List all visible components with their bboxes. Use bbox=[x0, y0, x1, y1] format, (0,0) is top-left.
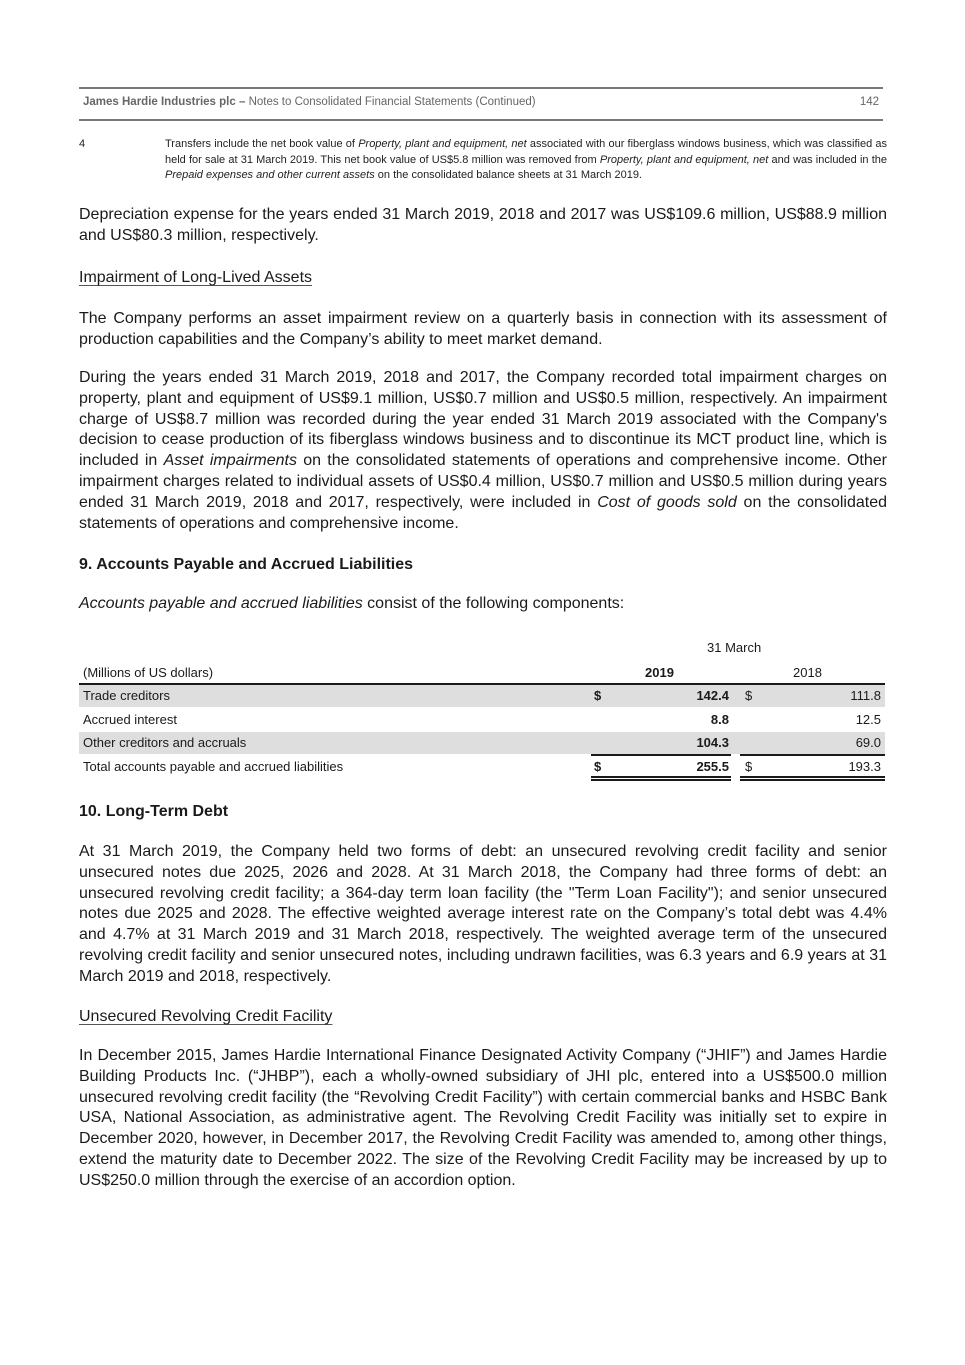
header-separator: – bbox=[235, 96, 249, 108]
company-name: James Hardie Industries plc bbox=[83, 96, 236, 108]
footnote-seg-italic: Prepaid expenses and other current assets bbox=[165, 169, 375, 181]
rcf-heading-text: Unsecured Revolving Credit Facility bbox=[79, 1008, 333, 1025]
value-2019: 104.3 bbox=[696, 735, 729, 750]
total-double-rule-2018-a bbox=[740, 776, 885, 778]
text-seg: on the consolidated statements of operations and comprehensive income. bbox=[79, 493, 888, 532]
footnote-seg: Transfers include the net book value of bbox=[165, 138, 359, 150]
page-number: 142 bbox=[859, 96, 879, 108]
currency-2018: $ bbox=[745, 688, 753, 703]
value-2018: 69.0 bbox=[855, 735, 881, 750]
text-seg-italic: Cost of goods sold bbox=[597, 493, 737, 511]
section-9-intro bbox=[79, 594, 887, 615]
footnote-text bbox=[165, 137, 887, 184]
footnote-seg-italic: Property, plant and equipment, net bbox=[599, 153, 769, 166]
footnote-seg: on the consolidated balance sheets at 31 March 2019. bbox=[374, 169, 642, 181]
currency-2018: $ bbox=[745, 759, 753, 774]
value-2018: 193.3 bbox=[848, 759, 881, 774]
table-row bbox=[79, 685, 885, 707]
impairment-review-paragraph: The Company performs an asset impairment review on a quarterly basis in connection with its assessment of production capabilities and the Company’s ability to meet market demand. bbox=[79, 310, 887, 348]
total-double-rule-2019-b bbox=[591, 779, 731, 781]
text-seg: consist of the following components: bbox=[362, 595, 625, 612]
footnote-seg-italic: Property, plant and equipment, net bbox=[358, 138, 527, 150]
column-header-2018: 2018 bbox=[793, 665, 822, 680]
section-10-heading: 10. Long-Term Debt bbox=[79, 803, 229, 820]
footnote-number: 4 bbox=[79, 138, 86, 150]
text-seg: on the consolidated statements of operations and comprehensive income. Other impairment charges related to individual assets of US$0.4 million, US$0.7 million and US$0.5 million during years ended 31 March 2019, 2018 and 2017, respectively, were included in bbox=[79, 452, 887, 511]
impairment-charges-paragraph bbox=[79, 368, 887, 534]
header-rule-bottom bbox=[79, 119, 883, 121]
row-label: Trade creditors bbox=[83, 688, 170, 703]
rcf-paragraph: In December 2015, James Hardie International Finance Designated Activity Company (“JHIF”) and James Hardie Building Products Inc. (“JHBP”), each a wholly-owned subsidiary of JHI plc, entered into a US$500.0 million unsecured revolving credit facility (the “Revolving Credit Facility”) with certain commercial banks and HSBC Bank USA, National Association, as administrative agent. The Revolving Credit Facility was initially set to expire in December 2020, however, in December 2017, the Revolving Credit Facility was amended to, among other things, extend the maturity date to December 2022. The size of the Revolving Credit Facility may be increased by up to US$250.0 million through the exercise of an accordion option. bbox=[79, 1047, 887, 1189]
footnote-seg: associated with our fiberglass windows business, which was classified as held for sale at 31 March 2019. This net book value of US$5.8 million was removed from bbox=[165, 138, 887, 166]
value-2019: 142.4 bbox=[696, 688, 729, 703]
value-2019: 8.8 bbox=[710, 712, 729, 727]
table-unit-label: (Millions of US dollars) bbox=[83, 665, 214, 680]
debt-overview-paragraph: At 31 March 2019, the Company held two forms of debt: an unsecured revolving credit facility and senior unsecured notes due 2025, 2026 and 2028. At 31 March 2018, the Company had three forms of debt: an unsecured revolving credit facility; a 364-day term loan facility (the "Term Loan Facility"); and senior unsecured notes due 2025 and 2028. The effective weighted average interest rate on the Company’s total debt was 4.4% and 4.7% at 31 March 2019 and 31 March 2018, respectively. The weighted average term of the unsecured revolving credit facility and senior unsecured notes, including undrawn facilities, was 6.3 years and 6.9 years at 31 March 2019 and 2018, respectively. bbox=[79, 843, 887, 985]
total-double-rule-2019-a bbox=[591, 776, 731, 778]
header-title bbox=[83, 96, 536, 108]
running-header bbox=[83, 96, 879, 108]
impairment-heading-text: Impairment of Long-Lived Assets bbox=[79, 269, 313, 286]
value-2019: 255.5 bbox=[696, 759, 729, 774]
table-row-total bbox=[79, 756, 885, 778]
currency-2019: $ bbox=[594, 688, 602, 703]
text-seg-italic: Accounts payable and accrued liabilities bbox=[79, 595, 363, 612]
table-row bbox=[79, 732, 885, 754]
text-seg: During the years ended 31 March 2019, 2018 and 2017, the Company recorded total impairment charges on property, plant and equipment of US$9.1 million, US$0.7 million and US$0.5 million, respectively. An impairment charge of US$8.7 million was recorded during the year ended 31 March 2019 associated with the Company's decision to cease production of its fiberglass windows business and to discontinue its MCT product line, which is included in bbox=[79, 369, 887, 470]
impairment-heading bbox=[79, 268, 887, 289]
row-label: Other creditors and accruals bbox=[83, 735, 247, 750]
row-label: Accrued interest bbox=[83, 712, 177, 727]
rcf-heading bbox=[79, 1007, 887, 1028]
depreciation-paragraph: Depreciation expense for the years ended 31 March 2019, 2018 and 2017 was US$109.6 million, US$88.9 million and US$80.3 million, respectively. bbox=[79, 206, 887, 244]
header-rule-top bbox=[79, 87, 883, 89]
section-9-heading: 9. Accounts Payable and Accrued Liabilities bbox=[79, 556, 414, 573]
column-header-2019: 2019 bbox=[645, 665, 674, 680]
value-2018: 111.8 bbox=[850, 688, 881, 703]
value-2018: 12.5 bbox=[855, 712, 881, 727]
header-subtitle: Notes to Consolidated Financial Statements (Continued) bbox=[248, 96, 536, 108]
total-double-rule-2018-b bbox=[740, 779, 885, 781]
footnote-4 bbox=[79, 137, 887, 184]
table-group-header: 31 March bbox=[707, 640, 762, 655]
table-row bbox=[79, 709, 885, 731]
row-label: Total accounts payable and accrued liabilities bbox=[83, 759, 344, 774]
text-seg-italic: Asset impairments bbox=[163, 452, 297, 470]
currency-2019: $ bbox=[594, 759, 602, 774]
footnote-seg: and was included in the bbox=[768, 153, 888, 166]
